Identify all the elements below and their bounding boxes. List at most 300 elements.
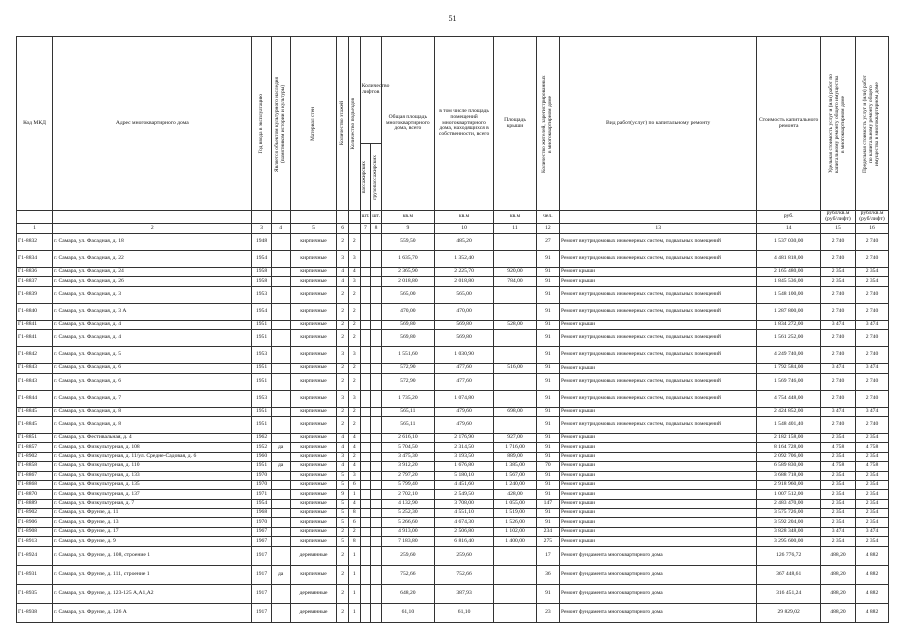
cell-total-area: 2 018,80 [381,277,434,286]
col-code-header: Код МКД [17,37,53,211]
cell-heritage [271,373,290,390]
cell-material: кирпичные [290,277,337,286]
cell-unit-cost: 4 758 [820,462,855,471]
cell-material: кирпичные [290,537,337,546]
col-residents-header: Количество жителей, зарегистрированных в многоквартирном доме [540,74,553,173]
cell-cost: 6 589 830,00 [757,462,821,471]
cell-elev-cargo [371,527,382,536]
cell-material: кирпичные [290,452,337,461]
cell-residents: 91 [536,518,559,527]
cell-work-type: Ремонт внутридомовых инженерных систем, подвальных помещений [560,234,757,251]
cell-code: Г1-8906 [17,518,53,527]
cell-roof-area: 927,00 [494,433,536,442]
cell-address: г. Самара, ул. Фасадная, д. 8 [53,416,252,433]
cell-residents: 91 [536,490,559,499]
cell-max-cost: 4 882 [855,584,888,603]
table-row [17,268,889,277]
cell-owned-area: 4 451,60 [434,480,493,489]
cell-roof-area: 1 055,00 [494,499,536,508]
table-row [17,373,889,390]
cell-elev-cargo [371,390,382,407]
cell-entrances: 6 [349,480,361,489]
cell-work-type: Ремонт внутридомовых инженерных систем, подвальных помещений [560,303,757,320]
cell-roof-area [494,347,536,364]
cell-work-type: Ремонт внутридомовых инженерных систем, подвальных помещений [560,286,757,303]
cell-max-cost: 2 740 [855,330,888,347]
cell-entrances: 2 [349,407,361,416]
cell-address: г. Самара, ул. Фасадная, д. 18 [53,234,252,251]
cell-residents: 91 [536,347,559,364]
cell-work-type: Ремонт крыши [560,268,757,277]
cell-work-type: Ремонт крыши [560,407,757,416]
cell-entrances: 8 [349,537,361,546]
cell-elev-cargo [371,251,382,268]
cell-work-type: Ремонт крыши [560,433,757,442]
column-number: 10 [434,224,493,234]
cell-code: Г1-8938 [17,603,53,622]
cell-work-type: Ремонт крыши [560,452,757,461]
cell-residents: 91 [536,584,559,603]
cell-code: Г1-8843 [17,373,53,390]
cell-roof-area: 428,00 [494,490,536,499]
cell-elev-pass [360,416,371,433]
cell-heritage [271,251,290,268]
cell-total-area: 648,20 [381,584,434,603]
cell-material: кирпичные [290,499,337,508]
table-row [17,527,889,536]
cell-residents: 91 [536,286,559,303]
cell-residents: 91 [536,320,559,329]
cell-total-area: 61,10 [381,603,434,622]
cell-material: кирпичные [290,268,337,277]
cell-work-type: Ремонт внутридомовых инженерных систем, подвальных помещений [560,330,757,347]
cell-year: 1951 [252,416,271,433]
cell-unit-cost: 488,20 [820,546,855,565]
column-number [349,224,361,234]
cell-elev-cargo [371,518,382,527]
cell-max-cost: 2 354 [855,268,888,277]
cell-residents: 91 [536,407,559,416]
cell-total-area: 2 702,10 [381,490,434,499]
cell-year: 1953 [252,390,271,407]
cell-year: 1958 [252,268,271,277]
cell-cost: 1 561 252,00 [757,330,821,347]
cell-unit-cost: 2 740 [820,286,855,303]
cell-unit-cost: 488,20 [820,584,855,603]
cell-year: 1951 [252,330,271,347]
column-number: 13 [560,224,757,234]
cell-roof-area [494,546,536,565]
cell-heritage [271,433,290,442]
cell-heritage: да [271,462,290,471]
cell-floors: 2 [337,303,349,320]
cell-year: 1958 [252,277,271,286]
cell-code: Г1-8844 [17,390,53,407]
table-row [17,603,889,622]
cell-year: 1951 [252,462,271,471]
table-row [17,443,889,452]
cell-cost: 1 007 512,00 [757,490,821,499]
cell-work-type: Ремонт фундамента многоквартирного дома [560,546,757,565]
cell-residents: 91 [536,480,559,489]
cell-heritage [271,268,290,277]
cell-owned-area: 485,20 [434,234,493,251]
cell-heritage [271,303,290,320]
cell-heritage [271,286,290,303]
cell-year: 1970 [252,480,271,489]
cell-max-cost: 3 474 [855,407,888,416]
table-row [17,416,889,433]
cell-elev-cargo [371,303,382,320]
cell-work-type: Ремонт крыши [560,527,757,536]
column-number: 9 [381,224,434,234]
cell-cost: 1 537 030,00 [757,234,821,251]
cell-entrances: 3 [349,471,361,480]
cell-cost: 367 448,61 [757,565,821,584]
column-number: 4 [271,224,290,234]
unit-max-cost: рубл/кв.м (руб/лифт) [855,211,888,224]
cell-max-cost: 2 354 [855,490,888,499]
cell-year: 1953 [252,286,271,303]
cell-unit-cost: 2 740 [820,416,855,433]
cell-roof-area [494,330,536,347]
cell-year: 1917 [252,546,271,565]
cell-year: 1962 [252,433,271,442]
col-floors-header: Количество этажей [338,101,345,146]
cell-owned-area: 479,60 [434,416,493,433]
cell-entrances: 1 [349,490,361,499]
cell-heritage [271,320,290,329]
cell-unit-cost: 2 354 [820,471,855,480]
cell-residents: 91 [536,303,559,320]
cell-year: 1948 [252,234,271,251]
cell-entrances: 2 [349,303,361,320]
cell-work-type: Ремонт внутридомовых инженерных систем, подвальных помещений [560,416,757,433]
cell-address: г. Самара, ул. Физкультурная, д. 110 [53,462,252,471]
cell-address: г. Самара, ул. Фасадная, д. 3 [53,286,252,303]
cell-max-cost: 2 740 [855,251,888,268]
cell-floors: 5 [337,509,349,518]
column-number: 6 [337,224,349,234]
cell-unit-cost: 2 740 [820,303,855,320]
cell-cost: 316 451,24 [757,584,821,603]
cell-owned-area: 2 018,80 [434,277,493,286]
cell-residents: 91 [536,251,559,268]
cell-owned-area: 569,80 [434,330,493,347]
cell-elev-pass [360,347,371,364]
cell-owned-area: 1 030,90 [434,347,493,364]
cell-code: Г1-8843 [17,364,53,373]
cell-elev-pass [360,407,371,416]
col-elev-cargo-header: грузопассажирских [372,154,379,200]
cell-max-cost: 2 740 [855,234,888,251]
cell-residents: 91 [536,268,559,277]
cell-year: 1971 [252,490,271,499]
cell-floors: 2 [337,416,349,433]
cell-total-area: 4 132,90 [381,499,434,508]
cell-owned-area: 1 352,40 [434,251,493,268]
cell-year: 1954 [252,251,271,268]
cell-roof-area: 784,00 [494,277,536,286]
cell-roof-area [494,565,536,584]
cell-heritage [271,537,290,546]
cell-roof-area [494,303,536,320]
cell-address: г. Самара, ул. Фасадная, д. 22 [53,251,252,268]
cell-elev-cargo [371,407,382,416]
cell-cost: 3 575 726,00 [757,509,821,518]
cell-code: Г1-8858 [17,462,53,471]
cell-floors: 2 [337,320,349,329]
cell-year: 1917 [252,603,271,622]
cell-entrances: 4 [349,433,361,442]
cell-year: 1970 [252,471,271,480]
column-number: 3 [252,224,271,234]
cell-unit-cost: 488,20 [820,603,855,622]
cell-roof-area: 528,00 [494,320,536,329]
unit-owned-area: кв.м [434,211,493,224]
cell-residents: 91 [536,471,559,480]
cell-elev-pass [360,234,371,251]
cell-heritage [271,407,290,416]
table-row [17,347,889,364]
cell-heritage [271,234,290,251]
cell-material: деревянные [290,603,337,622]
cell-elev-pass [360,565,371,584]
cell-total-area: 2 797,20 [381,471,434,480]
cell-floors: 2 [337,527,349,536]
cell-roof-area: 920,00 [494,268,536,277]
cell-material: деревянные [290,584,337,603]
cell-residents: 91 [536,330,559,347]
cell-address: г. Самара, ул. Фасадная, д. 3 А [53,303,252,320]
cell-code: Г1-8842 [17,347,53,364]
cell-work-type: Ремонт крыши [560,490,757,499]
cell-max-cost: 4 758 [855,462,888,471]
cell-owned-area: 3 193,50 [434,452,493,461]
cell-floors: 2 [337,234,349,251]
cell-residents: 27 [536,234,559,251]
cell-owned-area: 5 180,10 [434,471,493,480]
cell-heritage [271,499,290,508]
cell-entrances: 4 [349,268,361,277]
cell-work-type: Ремонт крыши [560,499,757,508]
cell-heritage [271,584,290,603]
cell-roof-area: 1 519,00 [494,509,536,518]
cell-elev-cargo [371,452,382,461]
cell-max-cost: 2 354 [855,433,888,442]
column-number: 15 [820,224,855,234]
cell-elev-cargo [371,537,382,546]
cell-cost: 3 688 718,00 [757,471,821,480]
cell-floors: 2 [337,565,349,584]
cell-max-cost: 2 354 [855,277,888,286]
cell-max-cost: 2 740 [855,303,888,320]
cell-year: 1970 [252,518,271,527]
cell-elev-cargo [371,499,382,508]
unit-cost: руб. [757,211,821,224]
cell-cost: 1 834 272,00 [757,320,821,329]
cell-address: г. Самара, ул. Физкультурная, д. 7 [53,499,252,508]
cell-material: кирпичные [290,527,337,536]
cell-cost: 3 828 348,00 [757,527,821,536]
cell-material: кирпичные [290,416,337,433]
cell-entrances: 3 [349,347,361,364]
cell-roof-area [494,234,536,251]
cell-total-area: 2 616,10 [381,433,434,442]
cell-residents: 91 [536,443,559,452]
cell-elev-cargo [371,268,382,277]
cell-owned-area: 61,10 [434,603,493,622]
cell-residents: 234 [536,527,559,536]
cell-cost: 2 165 480,00 [757,268,821,277]
unit-unit-cost: рубл/кв.м (руб/лифт) [820,211,855,224]
cell-elev-pass [360,603,371,622]
cell-cost: 1 569 746,00 [757,373,821,390]
cell-code: Г1-8889 [17,499,53,508]
cell-entrances: 1 [349,584,361,603]
cell-unit-cost: 3 474 [820,407,855,416]
cell-material: кирпичные [290,565,337,584]
cell-floors: 3 [337,251,349,268]
cell-entrances: 1 [349,603,361,622]
cell-work-type: Ремонт крыши [560,471,757,480]
cell-floors: 2 [337,584,349,603]
cell-residents: 91 [536,390,559,407]
cell-address: г. Самара, ул. Физкультурная, д. 133 [53,471,252,480]
cell-max-cost: 2 354 [855,509,888,518]
cell-code: Г1-8931 [17,565,53,584]
cell-material: кирпичные [290,364,337,373]
cell-owned-area: 752,66 [434,565,493,584]
cell-cost: 29 829,02 [757,603,821,622]
cell-address: г. Самара, ул. Фасадная, д. 7 [53,390,252,407]
cell-entrances: 2 [349,364,361,373]
cell-material: кирпичные [290,286,337,303]
col-cost-header: Стоимость капитального ремонта [757,37,821,211]
cell-elev-pass [360,471,371,480]
cell-total-area: 1 551,60 [381,347,434,364]
cell-material: кирпичные [290,330,337,347]
cell-max-cost: 4 882 [855,546,888,565]
cell-code: Г1-8840 [17,303,53,320]
cell-code: Г1-8913 [17,537,53,546]
cell-code: Г1-8924 [17,546,53,565]
cell-elev-cargo [371,364,382,373]
cell-address: г. Самара, ул. Фрунзе, д. 111, строение 1 [53,565,252,584]
col-max-cost-header: Предельная стоимость услуг и (или) работ по капитальному ремонту общего имущества в многоквартирном доме [862,74,880,173]
col-material-header: Материал стен [309,106,316,141]
cell-residents: 91 [536,373,559,390]
header-row [17,37,889,144]
cell-address: г. Самара, ул. Фрунзе, д. 17 [53,527,252,536]
cell-code: Г1-8837 [17,277,53,286]
cell-elev-pass [360,452,371,461]
cell-address: г. Самара, ул. Фасадная, д. 8 [53,407,252,416]
cell-entrances: 2 [349,286,361,303]
col-unit-cost-header: Удельная стоимость услуг и (или) работ по капитальному ремонту общего имущества в многоквартирном доме [828,74,846,173]
table-row [17,537,889,546]
cell-code: Г1-8841 [17,320,53,329]
cell-material: кирпичные [290,347,337,364]
cell-max-cost: 2 740 [855,373,888,390]
table-row [17,303,889,320]
cell-owned-area: 2 225,70 [434,268,493,277]
cell-floors: 3 [337,452,349,461]
cell-code: Г1-8902 [17,452,53,461]
cell-residents: 17 [536,546,559,565]
cell-code: Г1-8851 [17,433,53,442]
cell-code: Г1-8870 [17,490,53,499]
cell-residents: 36 [536,565,559,584]
cell-entrances: 4 [349,499,361,508]
cell-year: 1951 [252,320,271,329]
cell-elev-pass [360,433,371,442]
cell-total-area: 565,11 [381,416,434,433]
cell-heritage [271,416,290,433]
cell-max-cost: 2 740 [855,347,888,364]
cell-total-area: 559,50 [381,234,434,251]
cell-total-area: 752,66 [381,565,434,584]
cell-total-area: 572,90 [381,364,434,373]
unit-roof-area: кв.м [494,211,536,224]
cell-unit-cost: 2 740 [820,330,855,347]
cell-entrances: 3 [349,251,361,268]
table-row [17,471,889,480]
cell-elev-cargo [371,584,382,603]
cell-roof-area [494,584,536,603]
cell-elev-pass [360,509,371,518]
cell-owned-area: 565,00 [434,286,493,303]
cell-year: 1917 [252,565,271,584]
cell-elev-pass [360,268,371,277]
cell-heritage [271,364,290,373]
cell-code: Г1-8845 [17,416,53,433]
cell-elev-cargo [371,603,382,622]
column-number: 16 [855,224,888,234]
cell-heritage [271,480,290,489]
cell-code: Г1-8908 [17,527,53,536]
cell-address: г. Самара, ул. Фрунзе, д. 126 А [53,603,252,622]
cell-cost: 4 249 740,00 [757,347,821,364]
cell-elev-pass [360,443,371,452]
cell-material: кирпичные [290,480,337,489]
cell-elev-cargo [371,443,382,452]
cell-elev-cargo [371,471,382,480]
cell-elev-cargo [371,286,382,303]
cell-owned-area: 477,60 [434,373,493,390]
cell-elev-pass [360,584,371,603]
cell-work-type: Ремонт крыши [560,509,757,518]
cell-floors: 4 [337,268,349,277]
cell-total-area: 3 912,20 [381,462,434,471]
cell-material: кирпичные [290,509,337,518]
cell-entrances: 3 [349,277,361,286]
cell-floors: 2 [337,603,349,622]
cell-floors: 2 [337,546,349,565]
cell-code: Г1-8834 [17,251,53,268]
cell-elev-pass [360,251,371,268]
cell-elev-pass [360,373,371,390]
cell-year: 1960 [252,452,271,461]
cell-floors: 5 [337,480,349,489]
cell-work-type: Ремонт внутридомовых инженерных систем, подвальных помещений [560,390,757,407]
unit-elev-pass: шт. [360,211,371,224]
cell-max-cost: 2 354 [855,537,888,546]
cell-material: кирпичные [290,303,337,320]
cell-unit-cost: 2 740 [820,373,855,390]
cell-elev-cargo [371,277,382,286]
cell-work-type: Ремонт фундамента многоквартирного дома [560,584,757,603]
